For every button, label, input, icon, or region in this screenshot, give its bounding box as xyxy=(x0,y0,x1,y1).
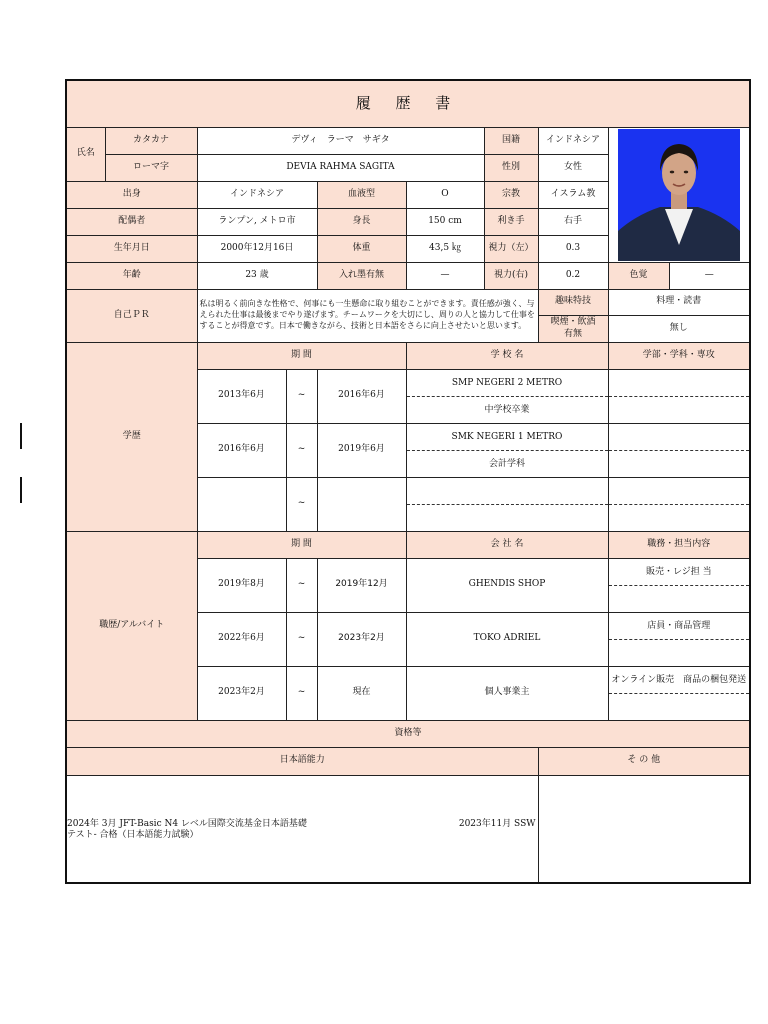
edu-from: 2013年6月 xyxy=(197,369,286,423)
work-company: TOKO ADRIEL xyxy=(406,612,608,666)
hand-value: 右手 xyxy=(538,208,608,235)
katakana-name: デヴィ ラーマ サギタ xyxy=(197,127,484,154)
nationality-value: インドネシア xyxy=(538,127,608,154)
work-duty: 店員・商品管理 xyxy=(609,613,750,640)
japanese-label: 日本語能力 xyxy=(66,747,538,775)
left-eye-value: 0.3 xyxy=(538,235,608,262)
qual-label: 資格等 xyxy=(66,720,750,747)
edu-from: 2016年6月 xyxy=(197,423,286,477)
smoke-value: 無し xyxy=(608,315,750,342)
smoke-label-line1: 喫煙・飲酒 xyxy=(550,317,596,328)
edu-school-sub: 中学校卒業 xyxy=(484,404,530,415)
tattoo-label: 入れ墨有無 xyxy=(317,262,406,289)
other-cell xyxy=(538,775,750,883)
work-to: 2019年12月 xyxy=(317,558,406,612)
right-eye-value: 0.2 xyxy=(538,262,608,289)
gender-label: 性別 xyxy=(484,154,538,181)
pr-text: 私は明るく前向きな性格で、何事にも一生懸命に取り組むことができます。責任感が強く、与えられた仕事は最後までやり遂げます。チームワークを大切にし、周りの人と協力して仕事をすることが得意です。日本で働きながら、技術と日本語をさらに向上させたいと思います。 xyxy=(197,289,538,342)
color-label: 色覚 xyxy=(608,262,669,289)
edu-major xyxy=(609,478,750,505)
origin-label: 出身 xyxy=(66,181,197,208)
left-eye-label: 視力（左） xyxy=(484,235,538,262)
work-duty: 販売・レジ担 当 xyxy=(609,559,750,586)
japanese-cell xyxy=(66,775,538,883)
hobby-value: 料理・読書 xyxy=(608,289,750,315)
weight-value: 43,5 ㎏ xyxy=(406,235,484,262)
school-label: 学 校 名 xyxy=(406,342,608,369)
edu-to: 2019年6月 xyxy=(317,423,406,477)
edu-from xyxy=(197,477,286,531)
work-to: 2023年2月 xyxy=(317,612,406,666)
work-label: 職歴/アルバイト xyxy=(66,531,197,720)
nationality-label: 国籍 xyxy=(484,127,538,154)
work-to: 現在 xyxy=(317,666,406,720)
education-period-label: 期 間 xyxy=(197,342,406,369)
company-label: 会 社 名 xyxy=(406,531,608,558)
gender-value: 女性 xyxy=(538,154,608,181)
birth-label: 生年月日 xyxy=(66,235,197,262)
applicant-photo xyxy=(608,127,750,262)
work-duty: オンライン販売 商品の梱包発送 xyxy=(609,667,750,694)
edu-school: SMK NEGERI 1 METRO xyxy=(407,424,608,451)
nationality-detail: インドネシア xyxy=(197,181,317,208)
edu-sep: ~ xyxy=(286,477,317,531)
major-label: 学部・学科・専攻 xyxy=(608,342,750,369)
work-sep: ~ xyxy=(286,612,317,666)
edu-school-sub xyxy=(407,505,608,531)
tattoo-value: — xyxy=(406,262,484,289)
smoke-label-line2: 有無 xyxy=(563,328,582,339)
smoke-label xyxy=(538,315,608,342)
qual-line2: テスト- 合格（日本語能力試験） xyxy=(67,829,199,840)
edu-to: 2016年6月 xyxy=(317,369,406,423)
qual-right-note: 2023年11月 SSW xyxy=(458,818,536,829)
right-eye-label: 視力(右) xyxy=(484,262,538,289)
margin-mark xyxy=(20,423,22,449)
work-company: GHENDIS SHOP xyxy=(406,558,608,612)
religion-value: イスラム教 xyxy=(538,181,608,208)
portrait-image xyxy=(618,129,740,261)
edu-to xyxy=(317,477,406,531)
height-value: 150 cm xyxy=(406,208,484,235)
alphabet-label: ローマ字 xyxy=(105,154,197,181)
edu-school xyxy=(407,478,608,505)
work-sep: ~ xyxy=(286,558,317,612)
work-period-label: 期 間 xyxy=(197,531,406,558)
resume-table xyxy=(65,79,751,884)
work-sep: ~ xyxy=(286,666,317,720)
work-from: 2019年8月 xyxy=(197,558,286,612)
document-title: 履 歴 書 xyxy=(66,80,750,127)
religion-label: 宗教 xyxy=(484,181,538,208)
hand-label: 利き手 xyxy=(484,208,538,235)
other-label: そ の 他 xyxy=(538,747,750,775)
edu-sep: ~ xyxy=(286,369,317,423)
education-label: 学歴 xyxy=(66,342,197,531)
edu-major xyxy=(609,424,750,451)
hobby-label: 趣味特技 xyxy=(538,289,608,315)
work-from: 2022年6月 xyxy=(197,612,286,666)
origin-value: ランプン, メトロ市 xyxy=(197,208,317,235)
color-value: — xyxy=(669,262,750,289)
edu-sep: ~ xyxy=(286,423,317,477)
birth-value: 2000年12月16日 xyxy=(197,235,317,262)
edu-school: SMP NEGERI 2 METRO xyxy=(407,370,608,397)
qual-line1: 2024年 3月 JFT-Basic N4 レベル国際交流基金日本語基礎 xyxy=(67,818,307,829)
blood-label: 血液型 xyxy=(317,181,406,208)
roman-name: DEVIA RAHMA SAGITA xyxy=(197,154,484,181)
margin-mark xyxy=(20,477,22,503)
name-group-label: 氏名 xyxy=(66,127,105,181)
age-label: 年齢 xyxy=(66,262,197,289)
work-company: 個人事業主 xyxy=(406,666,608,720)
duty-label: 職務・担当内容 xyxy=(608,531,750,558)
marital-label: 配偶者 xyxy=(66,208,197,235)
weight-label: 体重 xyxy=(317,235,406,262)
work-from: 2023年2月 xyxy=(197,666,286,720)
blood-value: O xyxy=(406,181,484,208)
edu-major xyxy=(609,370,750,397)
edu-school-sub: 会計学科 xyxy=(488,458,525,469)
katakana-label: カタカナ xyxy=(105,127,197,154)
pr-label: 自己ＰＲ xyxy=(66,289,197,342)
age-value: 23 歳 xyxy=(197,262,317,289)
height-label: 身長 xyxy=(317,208,406,235)
